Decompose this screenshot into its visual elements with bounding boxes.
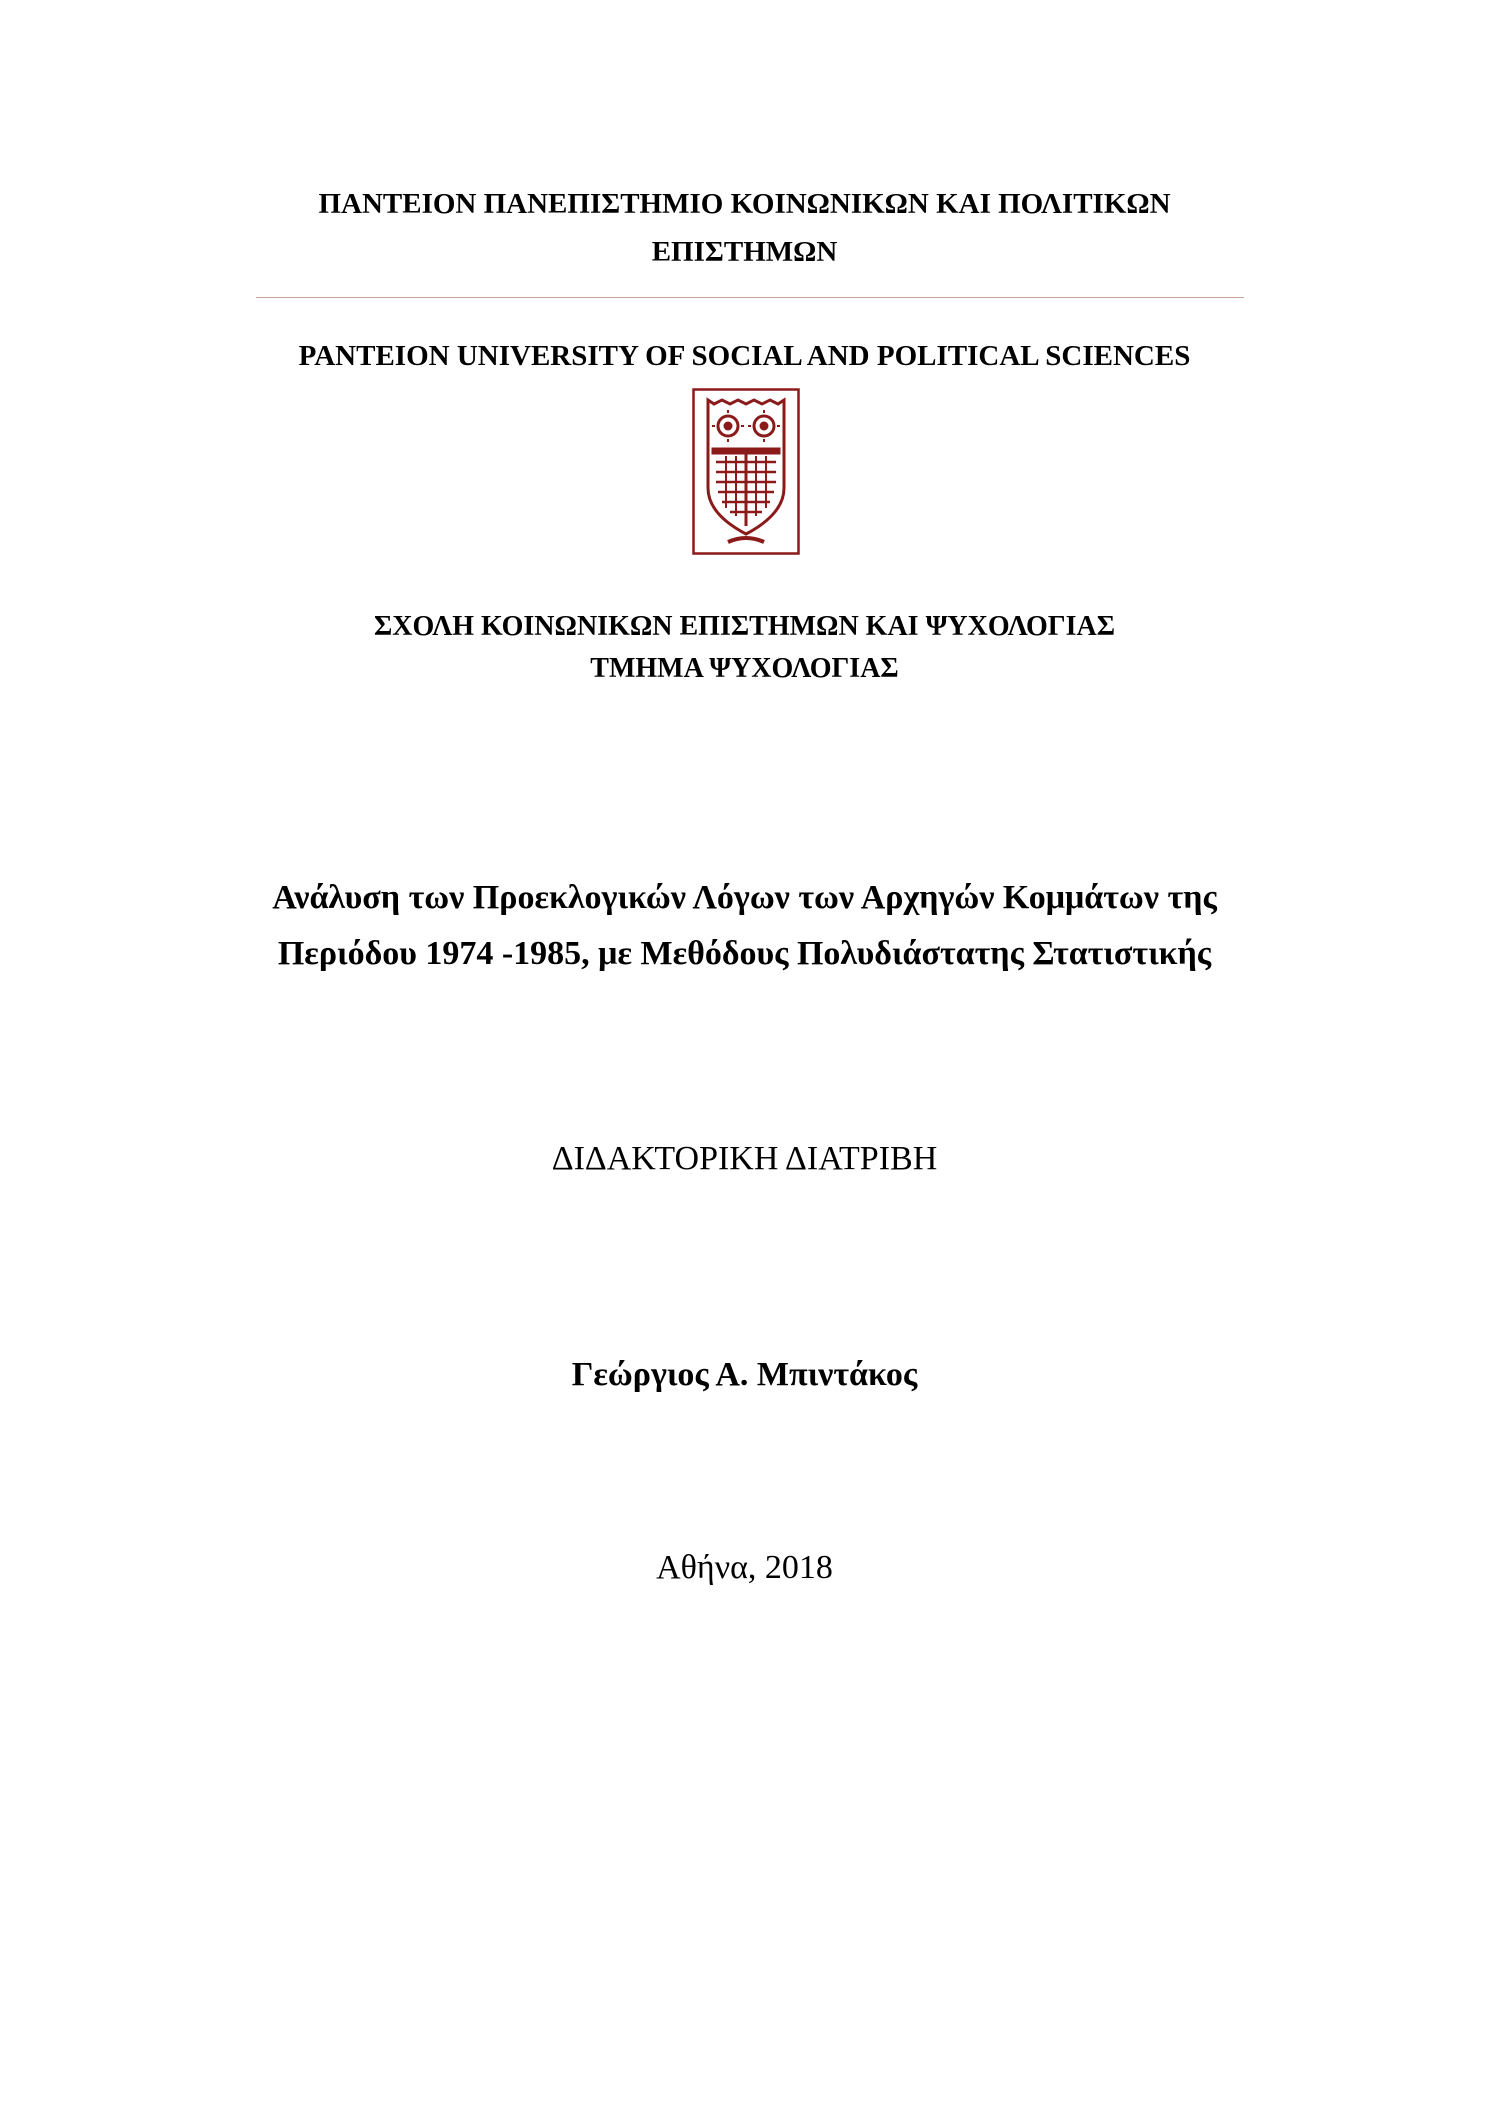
university-crest-icon bbox=[692, 388, 800, 555]
author-name: Γεώργιος Α. Μπιντάκος bbox=[571, 1356, 918, 1393]
faculty-block bbox=[0, 606, 1489, 690]
university-name-greek-line2: ΕΠΙΣΤΗΜΩΝ bbox=[651, 236, 838, 268]
university-name-greek bbox=[0, 180, 1489, 276]
thesis-title-line1: Ανάλυση των Προεκλογικών Λόγων των Αρχηγών Κομμάτων της bbox=[272, 879, 1217, 916]
university-name-english: PANTEION UNIVERSITY OF SOCIAL AND POLITICAL SCIENCES bbox=[298, 340, 1191, 372]
crest-shield bbox=[708, 400, 784, 542]
thesis-title bbox=[0, 870, 1489, 982]
place-and-year: Αθήνα, 2018 bbox=[656, 1549, 833, 1586]
department-name: ΤΜΗΜΑ ΨΥΧΟΛΟΓΙΑΣ bbox=[590, 653, 899, 684]
document-type: ΔΙΔΑΚΤΟΡΙΚΗ ΔΙΑΤΡΙΒΗ bbox=[551, 1140, 938, 1177]
header-divider bbox=[256, 297, 1244, 298]
university-name-greek-line1: ΠΑΝΤΕΙΟΝ ΠΑΝΕΠΙΣΤΗΜΙΟ ΚΟΙΝΩΝΙΚΩΝ ΚΑΙ ΠΟΛΙΤΙΚΩΝ bbox=[318, 188, 1171, 220]
school-name: ΣΧΟΛΗ ΚΟΙΝΩΝΙΚΩΝ ΕΠΙΣΤΗΜΩΝ ΚΑΙ ΨΥΧΟΛΟΓΙΑΣ bbox=[373, 611, 1116, 642]
thesis-title-line2: Περιόδου 1974 -1985, με Μεθόδους Πολυδιάστατης Στατιστικής bbox=[277, 935, 1212, 972]
